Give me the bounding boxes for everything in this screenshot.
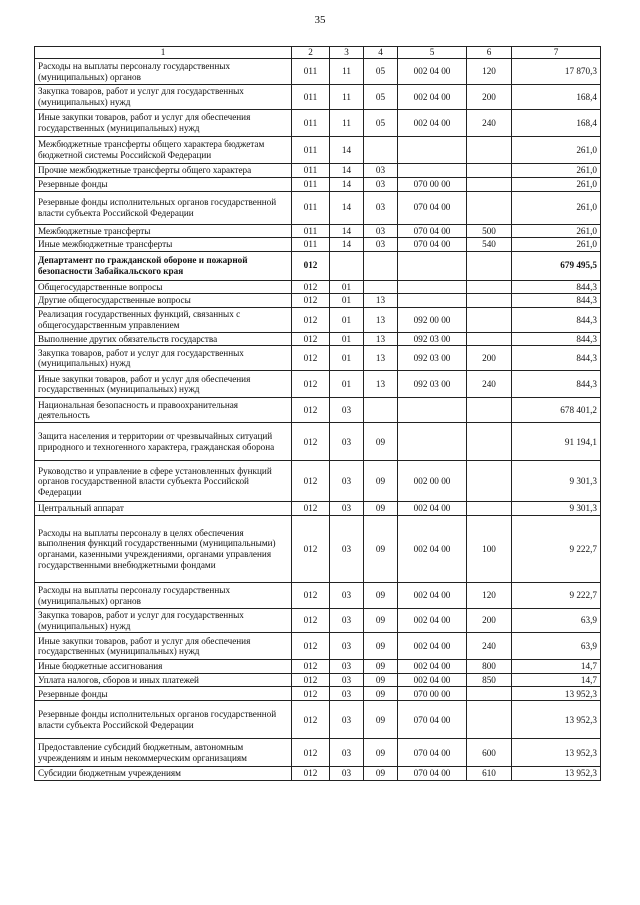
cell-expense-type <box>467 332 512 346</box>
row-name: Иные закупки товаров, работ и услуг для обеспечения государственных (муниципальных) нужд <box>35 371 292 398</box>
cell-section: 14 <box>330 191 364 224</box>
cell-grbs: 011 <box>292 191 330 224</box>
cell-grbs: 012 <box>292 332 330 346</box>
cell-subsection <box>364 137 398 164</box>
cell-target-article <box>398 251 467 280</box>
cell-target-article: 002 04 00 <box>398 59 467 85</box>
row-name: Иные бюджетные ассигнования <box>35 660 292 674</box>
table-row <box>35 238 601 252</box>
cell-section: 03 <box>330 423 364 461</box>
cell-grbs: 011 <box>292 178 330 192</box>
cell-amount: 9 301,3 <box>512 502 601 516</box>
table-row <box>35 633 601 660</box>
cell-expense-type: 200 <box>467 346 512 371</box>
table-body <box>35 59 601 781</box>
cell-subsection: 09 <box>364 583 398 609</box>
cell-expense-type: 800 <box>467 660 512 674</box>
cell-target-article <box>398 294 467 308</box>
cell-amount: 844,3 <box>512 346 601 371</box>
cell-grbs: 011 <box>292 238 330 252</box>
cell-subsection: 13 <box>364 294 398 308</box>
cell-amount: 63,9 <box>512 633 601 660</box>
row-name: Субсидии бюджетным учреждениям <box>35 767 292 781</box>
column-header: 1 <box>35 47 292 59</box>
cell-amount: 261,0 <box>512 224 601 238</box>
row-name: Выполнение других обязательств государства <box>35 332 292 346</box>
cell-grbs: 012 <box>292 687 330 701</box>
cell-subsection: 03 <box>364 164 398 178</box>
cell-amount: 9 222,7 <box>512 516 601 583</box>
cell-section: 01 <box>330 371 364 398</box>
table-row <box>35 137 601 164</box>
table-row <box>35 294 601 308</box>
cell-amount: 168,4 <box>512 110 601 137</box>
cell-expense-type <box>467 164 512 178</box>
cell-grbs: 012 <box>292 461 330 502</box>
cell-subsection: 05 <box>364 85 398 110</box>
row-name: Иные закупки товаров, работ и услуг для обеспечения государственных (муниципальных) нужд <box>35 110 292 137</box>
row-name: Руководство и управление в сфере установленных функций органов государственной власти субъекта Российской Федерации <box>35 461 292 502</box>
cell-amount: 13 952,3 <box>512 739 601 767</box>
cell-subsection: 09 <box>364 423 398 461</box>
table-row <box>35 398 601 423</box>
cell-amount: 17 870,3 <box>512 59 601 85</box>
cell-target-article <box>398 137 467 164</box>
cell-section: 01 <box>330 307 364 332</box>
cell-amount: 844,3 <box>512 294 601 308</box>
cell-grbs: 012 <box>292 423 330 461</box>
cell-section: 14 <box>330 238 364 252</box>
cell-target-article: 002 04 00 <box>398 660 467 674</box>
column-header: 3 <box>330 47 364 59</box>
cell-grbs: 012 <box>292 609 330 633</box>
column-header: 2 <box>292 47 330 59</box>
row-name: Резервные фонды <box>35 178 292 192</box>
cell-grbs: 011 <box>292 164 330 178</box>
cell-amount: 261,0 <box>512 164 601 178</box>
cell-grbs: 012 <box>292 294 330 308</box>
cell-grbs: 012 <box>292 346 330 371</box>
cell-subsection: 13 <box>364 307 398 332</box>
table-row <box>35 224 601 238</box>
table-row <box>35 609 601 633</box>
cell-amount: 63,9 <box>512 609 601 633</box>
row-name: Резервные фонды исполнительных органов государственной власти субъекта Российской Федерации <box>35 191 292 224</box>
cell-expense-type: 240 <box>467 633 512 660</box>
table-row <box>35 516 601 583</box>
cell-section: 03 <box>330 502 364 516</box>
cell-subsection: 03 <box>364 238 398 252</box>
cell-expense-type <box>467 398 512 423</box>
cell-amount: 9 301,3 <box>512 461 601 502</box>
cell-subsection: 03 <box>364 224 398 238</box>
cell-expense-type: 500 <box>467 224 512 238</box>
row-name: Расходы на выплаты персоналу государственных (муниципальных) органов <box>35 583 292 609</box>
row-name: Межбюджетные трансферты <box>35 224 292 238</box>
cell-subsection: 09 <box>364 701 398 739</box>
cell-section: 11 <box>330 85 364 110</box>
cell-subsection: 09 <box>364 502 398 516</box>
cell-target-article: 070 04 00 <box>398 238 467 252</box>
cell-target-article: 070 04 00 <box>398 701 467 739</box>
table-row <box>35 660 601 674</box>
cell-target-article <box>398 423 467 461</box>
cell-amount: 261,0 <box>512 137 601 164</box>
cell-amount: 14,7 <box>512 673 601 687</box>
cell-subsection: 03 <box>364 178 398 192</box>
cell-section: 14 <box>330 164 364 178</box>
cell-target-article: 070 04 00 <box>398 191 467 224</box>
cell-subsection: 13 <box>364 346 398 371</box>
cell-section: 03 <box>330 673 364 687</box>
cell-amount: 679 495,5 <box>512 251 601 280</box>
cell-expense-type: 850 <box>467 673 512 687</box>
cell-amount: 844,3 <box>512 280 601 294</box>
cell-expense-type <box>467 307 512 332</box>
table-row <box>35 701 601 739</box>
cell-grbs: 012 <box>292 502 330 516</box>
row-name: Резервные фонды исполнительных органов государственной власти субъекта Российской Федерации <box>35 701 292 739</box>
row-name: Иные закупки товаров, работ и услуг для обеспечения государственных (муниципальных) нужд <box>35 633 292 660</box>
row-name: Расходы на выплаты персоналу государственных (муниципальных) органов <box>35 59 292 85</box>
cell-grbs: 012 <box>292 633 330 660</box>
cell-section: 01 <box>330 280 364 294</box>
table-row <box>35 739 601 767</box>
row-name: Департамент по гражданской обороне и пожарной безопасности Забайкальского края <box>35 251 292 280</box>
cell-grbs: 011 <box>292 224 330 238</box>
cell-subsection: 09 <box>364 516 398 583</box>
row-name: Защита населения и территории от чрезвычайных ситуаций природного и техногенного характера, гражданская оборона <box>35 423 292 461</box>
cell-expense-type <box>467 280 512 294</box>
cell-expense-type <box>467 687 512 701</box>
cell-target-article: 002 04 00 <box>398 609 467 633</box>
row-name: Расходы на выплаты персоналу в целях обеспечения выполнения функций государственными (муниципальными) органами, казенными учреждениями, органами управления государственными внебюджетными фондами <box>35 516 292 583</box>
cell-expense-type: 120 <box>467 583 512 609</box>
cell-amount: 9 222,7 <box>512 583 601 609</box>
cell-expense-type <box>467 137 512 164</box>
cell-subsection: 05 <box>364 59 398 85</box>
column-header: 7 <box>512 47 601 59</box>
cell-target-article: 092 03 00 <box>398 332 467 346</box>
cell-expense-type <box>467 294 512 308</box>
cell-section <box>330 251 364 280</box>
row-name: Прочие межбюджетные трансферты общего характера <box>35 164 292 178</box>
cell-subsection: 09 <box>364 609 398 633</box>
table-row <box>35 164 601 178</box>
cell-target-article: 002 04 00 <box>398 502 467 516</box>
cell-grbs: 011 <box>292 59 330 85</box>
cell-subsection: 09 <box>364 739 398 767</box>
cell-subsection <box>364 280 398 294</box>
cell-section: 11 <box>330 59 364 85</box>
cell-expense-type <box>467 423 512 461</box>
cell-subsection: 09 <box>364 633 398 660</box>
cell-subsection: 05 <box>364 110 398 137</box>
cell-section: 03 <box>330 739 364 767</box>
cell-expense-type: 240 <box>467 371 512 398</box>
cell-amount: 91 194,1 <box>512 423 601 461</box>
cell-expense-type: 200 <box>467 609 512 633</box>
cell-subsection: 03 <box>364 191 398 224</box>
cell-expense-type: 200 <box>467 85 512 110</box>
cell-expense-type <box>467 191 512 224</box>
table-row <box>35 59 601 85</box>
cell-grbs: 012 <box>292 398 330 423</box>
table-row <box>35 280 601 294</box>
cell-section: 01 <box>330 346 364 371</box>
cell-expense-type: 120 <box>467 59 512 85</box>
cell-subsection: 09 <box>364 660 398 674</box>
cell-section: 11 <box>330 110 364 137</box>
cell-expense-type <box>467 461 512 502</box>
cell-grbs: 012 <box>292 516 330 583</box>
cell-target-article <box>398 280 467 294</box>
cell-section: 03 <box>330 660 364 674</box>
cell-target-article <box>398 164 467 178</box>
cell-expense-type <box>467 701 512 739</box>
cell-target-article: 002 00 00 <box>398 461 467 502</box>
cell-section: 03 <box>330 701 364 739</box>
row-name: Предоставление субсидий бюджетным, автономным учреждениям и иным некоммерческим организациям <box>35 739 292 767</box>
cell-amount: 261,0 <box>512 178 601 192</box>
cell-target-article: 070 04 00 <box>398 224 467 238</box>
table-row <box>35 502 601 516</box>
cell-expense-type: 600 <box>467 739 512 767</box>
cell-target-article: 070 04 00 <box>398 739 467 767</box>
cell-amount: 844,3 <box>512 332 601 346</box>
cell-subsection: 13 <box>364 371 398 398</box>
row-name: Другие общегосударственные вопросы <box>35 294 292 308</box>
column-header: 4 <box>364 47 398 59</box>
table-row <box>35 332 601 346</box>
table-row <box>35 673 601 687</box>
cell-section: 03 <box>330 687 364 701</box>
cell-target-article <box>398 398 467 423</box>
table-row <box>35 423 601 461</box>
column-header: 6 <box>467 47 512 59</box>
cell-amount: 168,4 <box>512 85 601 110</box>
cell-grbs: 012 <box>292 767 330 781</box>
table-row <box>35 767 601 781</box>
cell-amount: 13 952,3 <box>512 767 601 781</box>
table-row <box>35 583 601 609</box>
cell-section: 01 <box>330 332 364 346</box>
row-name: Национальная безопасность и правоохранительная деятельность <box>35 398 292 423</box>
cell-subsection: 09 <box>364 687 398 701</box>
cell-subsection: 13 <box>364 332 398 346</box>
table-header-row <box>35 47 601 59</box>
table-row <box>35 191 601 224</box>
cell-expense-type <box>467 178 512 192</box>
cell-target-article: 002 04 00 <box>398 516 467 583</box>
cell-grbs: 011 <box>292 110 330 137</box>
row-name: Закупка товаров, работ и услуг для государственных (муниципальных) нужд <box>35 85 292 110</box>
cell-section: 03 <box>330 516 364 583</box>
row-name: Общегосударственные вопросы <box>35 280 292 294</box>
cell-amount: 261,0 <box>512 191 601 224</box>
cell-section: 14 <box>330 178 364 192</box>
cell-subsection <box>364 251 398 280</box>
row-name: Уплата налогов, сборов и иных платежей <box>35 673 292 687</box>
cell-grbs: 012 <box>292 280 330 294</box>
cell-section: 14 <box>330 137 364 164</box>
row-name: Резервные фонды <box>35 687 292 701</box>
cell-expense-type: 610 <box>467 767 512 781</box>
row-name: Межбюджетные трансферты общего характера бюджетам бюджетной системы Российской Федерации <box>35 137 292 164</box>
table-row <box>35 178 601 192</box>
cell-grbs: 012 <box>292 371 330 398</box>
table-row <box>35 461 601 502</box>
table-row <box>35 307 601 332</box>
cell-section: 01 <box>330 294 364 308</box>
cell-expense-type: 100 <box>467 516 512 583</box>
cell-subsection: 09 <box>364 673 398 687</box>
cell-grbs: 012 <box>292 251 330 280</box>
row-name: Реализация государственных функций, связанных с общегосударственным управлением <box>35 307 292 332</box>
cell-target-article: 002 04 00 <box>398 110 467 137</box>
page-number: 35 <box>314 14 326 26</box>
cell-subsection: 09 <box>364 461 398 502</box>
row-name: Иные межбюджетные трансферты <box>35 238 292 252</box>
cell-target-article: 002 04 00 <box>398 85 467 110</box>
table-row <box>35 371 601 398</box>
row-name: Центральный аппарат <box>35 502 292 516</box>
cell-grbs: 012 <box>292 660 330 674</box>
cell-target-article: 092 03 00 <box>398 346 467 371</box>
cell-grbs: 011 <box>292 85 330 110</box>
cell-section: 14 <box>330 224 364 238</box>
cell-subsection <box>364 398 398 423</box>
row-name: Закупка товаров, работ и услуг для государственных (муниципальных) нужд <box>35 346 292 371</box>
cell-section: 03 <box>330 633 364 660</box>
cell-amount: 678 401,2 <box>512 398 601 423</box>
table-row <box>35 85 601 110</box>
cell-grbs: 012 <box>292 673 330 687</box>
table-row <box>35 346 601 371</box>
cell-amount: 13 952,3 <box>512 701 601 739</box>
cell-grbs: 012 <box>292 583 330 609</box>
budget-table <box>34 46 601 781</box>
column-header: 5 <box>398 47 467 59</box>
cell-target-article: 002 04 00 <box>398 633 467 660</box>
cell-expense-type <box>467 251 512 280</box>
cell-amount: 844,3 <box>512 307 601 332</box>
cell-subsection: 09 <box>364 767 398 781</box>
cell-section: 03 <box>330 398 364 423</box>
cell-target-article: 092 03 00 <box>398 371 467 398</box>
cell-expense-type: 240 <box>467 110 512 137</box>
cell-target-article: 002 04 00 <box>398 673 467 687</box>
cell-grbs: 011 <box>292 137 330 164</box>
cell-expense-type: 540 <box>467 238 512 252</box>
cell-grbs: 012 <box>292 739 330 767</box>
cell-section: 03 <box>330 767 364 781</box>
cell-expense-type <box>467 502 512 516</box>
cell-target-article: 070 00 00 <box>398 687 467 701</box>
cell-amount: 844,3 <box>512 371 601 398</box>
cell-amount: 261,0 <box>512 238 601 252</box>
table-row <box>35 251 601 280</box>
cell-section: 03 <box>330 609 364 633</box>
cell-grbs: 012 <box>292 307 330 332</box>
cell-section: 03 <box>330 583 364 609</box>
cell-target-article: 002 04 00 <box>398 583 467 609</box>
cell-section: 03 <box>330 461 364 502</box>
cell-grbs: 012 <box>292 701 330 739</box>
table-row <box>35 687 601 701</box>
cell-target-article: 070 04 00 <box>398 767 467 781</box>
cell-amount: 13 952,3 <box>512 687 601 701</box>
cell-target-article: 070 00 00 <box>398 178 467 192</box>
table-row <box>35 110 601 137</box>
cell-amount: 14,7 <box>512 660 601 674</box>
row-name: Закупка товаров, работ и услуг для государственных (муниципальных) нужд <box>35 609 292 633</box>
cell-target-article: 092 00 00 <box>398 307 467 332</box>
